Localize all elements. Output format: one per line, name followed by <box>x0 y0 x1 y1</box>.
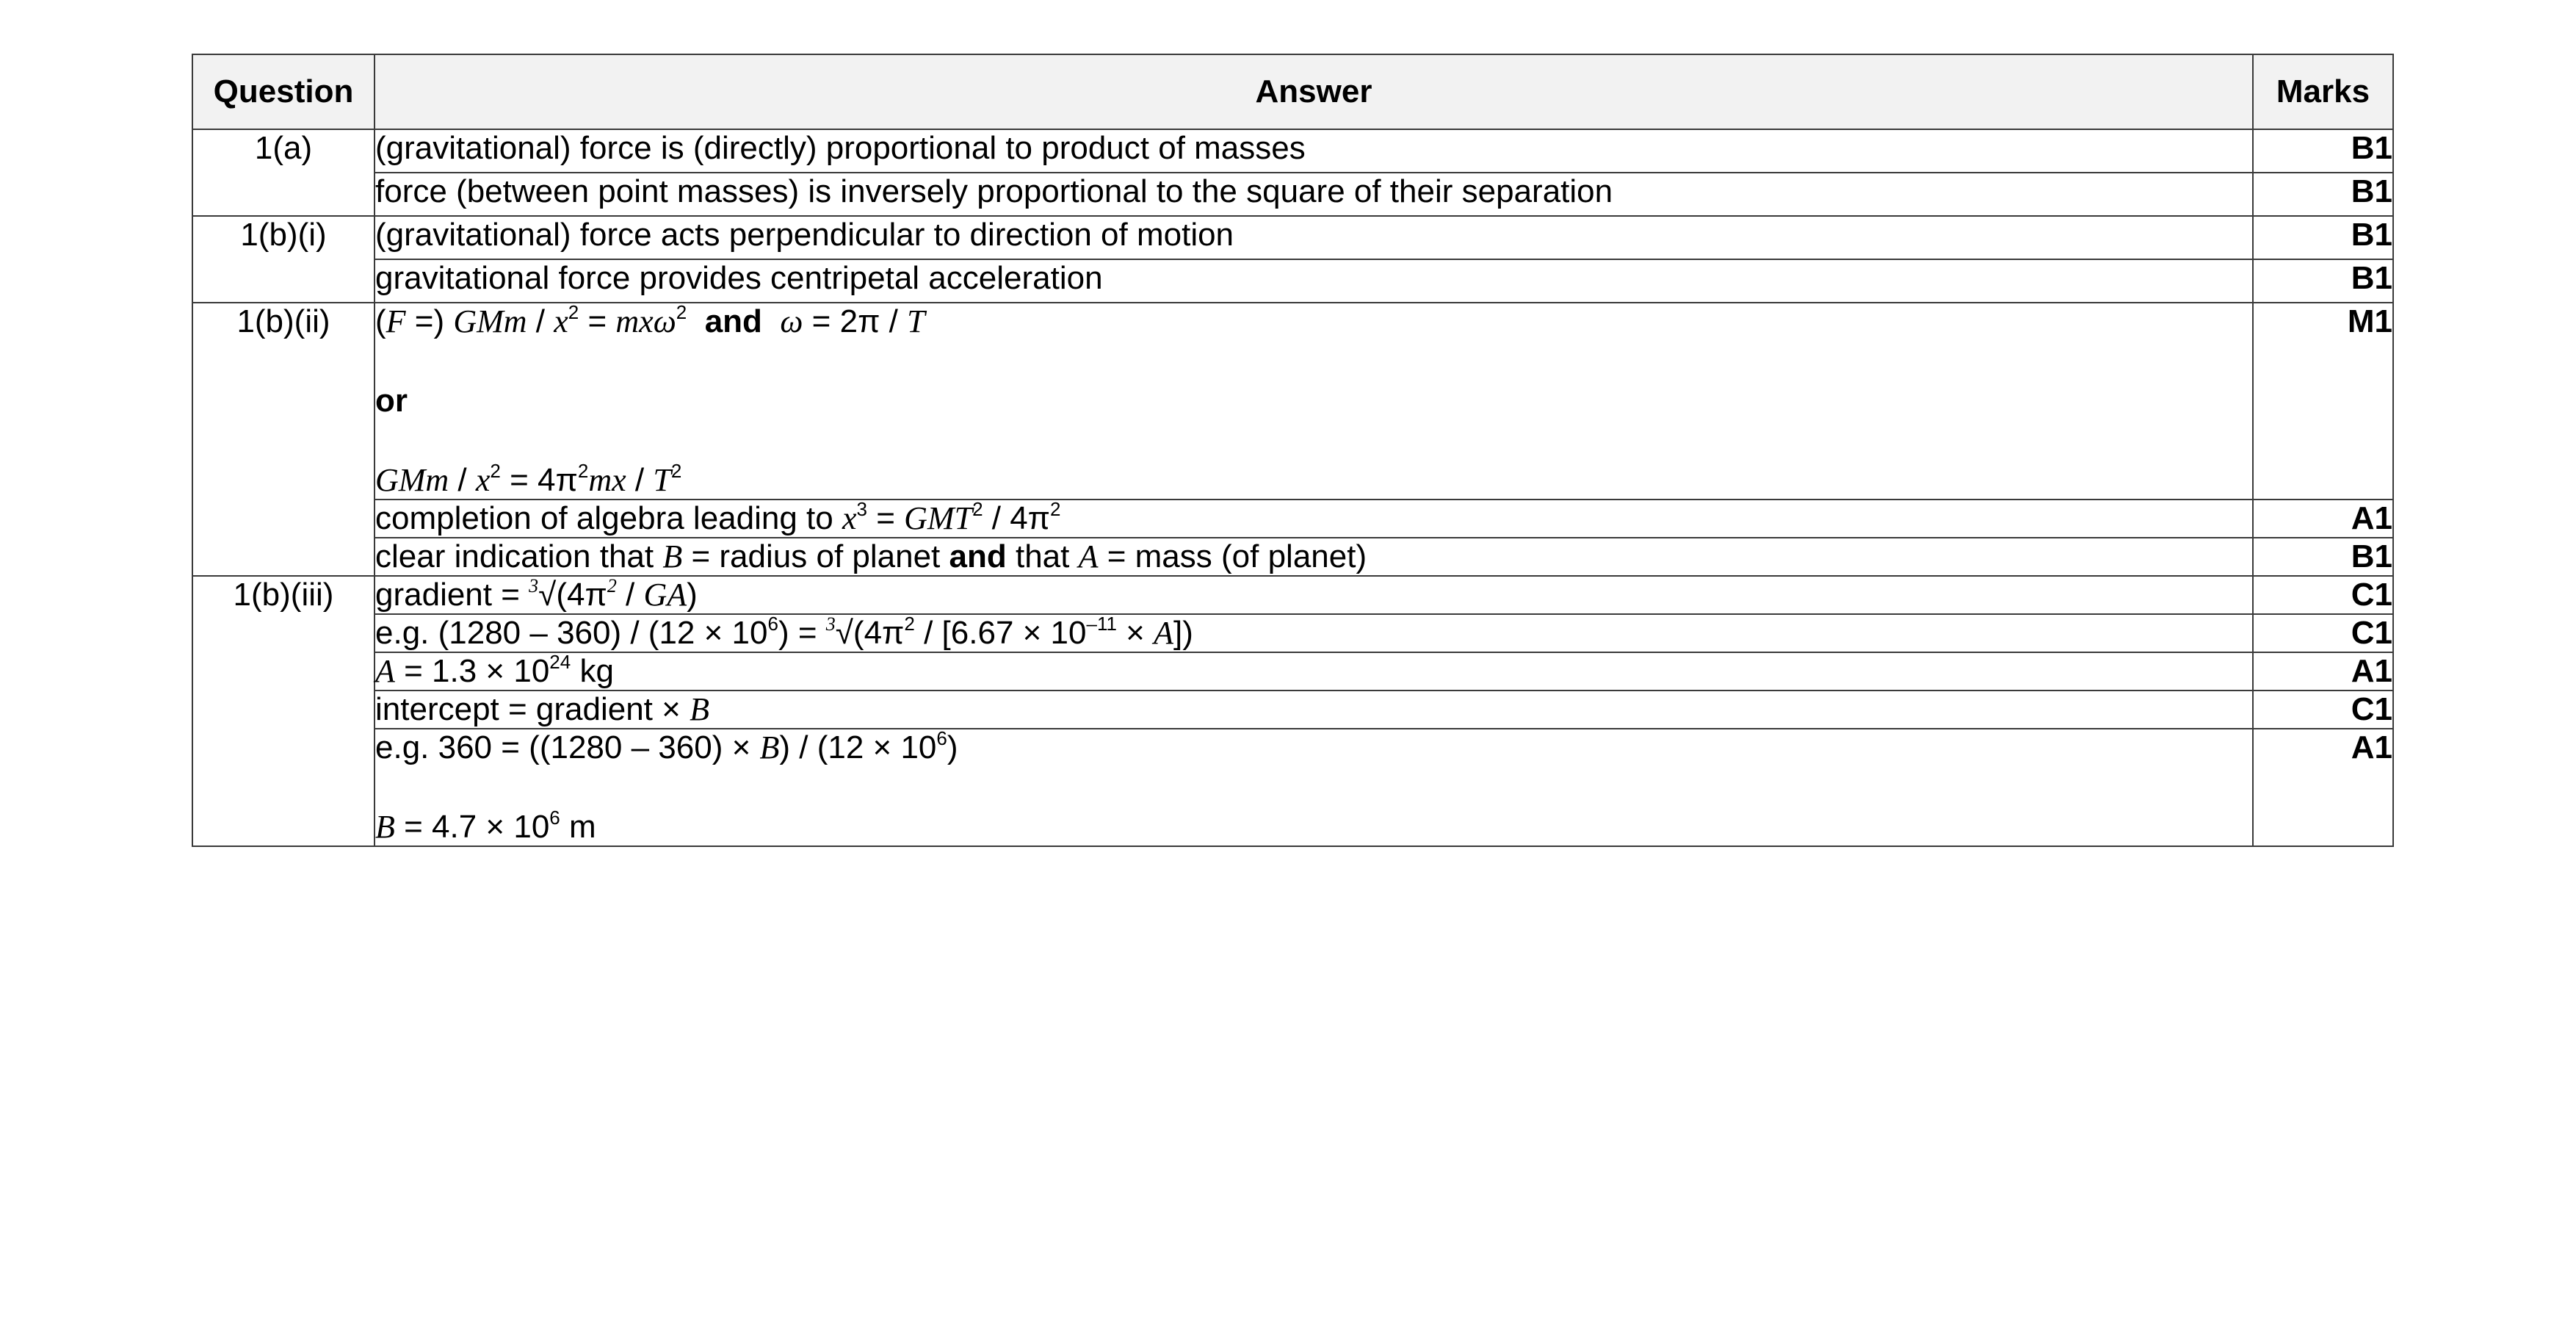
answer-cell: (gravitational) force is (directly) proportional to product of masses <box>375 129 2253 173</box>
marks-cell: C1 <box>2253 576 2393 614</box>
table-row <box>192 303 2393 500</box>
marks-cell: B1 <box>2253 538 2393 576</box>
table-row <box>192 691 2393 729</box>
result-line: $B = 4.7 \times 10^6$ m <box>375 807 596 845</box>
answer-header: Answer <box>375 54 2253 129</box>
answer-cell: intercept = gradient × B <box>375 691 2253 729</box>
answer-cell <box>375 729 2253 846</box>
marks-cell: B1 <box>2253 259 2393 303</box>
equation-line: (F =) GMm / $x^2 = mx\omega^2$ and ω = 2π / T <box>375 301 925 339</box>
marks-cell: A1 <box>2253 500 2393 538</box>
table-row <box>192 576 2393 614</box>
table-row <box>192 614 2393 652</box>
answer-cell: e.g. $(1280 - 360) / (12 \times 10^6) = ^3√(4\pi^2 / [6.67 \times 10^{-11} \times A])$ <box>375 614 2253 652</box>
answer-cell: gravitational force provides centripetal acceleration <box>375 259 2253 303</box>
marks-cell: M1 <box>2253 303 2393 500</box>
marks-cell: B1 <box>2253 216 2393 259</box>
answer-cell: force (between point masses) is inversely proportional to the square of their separation <box>375 173 2253 216</box>
equation-line: GMm / $x^2 = 4\pi^2mx / T^2$ <box>375 460 682 498</box>
table-row <box>192 129 2393 173</box>
or-text: or <box>375 383 408 419</box>
answer-cell: $A = 1.3 \times 10^{24}$ kg <box>375 652 2253 691</box>
mark-scheme-table <box>192 54 2394 847</box>
question-header: Question <box>192 54 375 129</box>
marks-cell: B1 <box>2253 129 2393 173</box>
table-row <box>192 259 2393 303</box>
table-row <box>192 652 2393 691</box>
answer-cell: clear indication that B = radius of planet and that A = mass (of planet) <box>375 538 2253 576</box>
table-row <box>192 538 2393 576</box>
table-row <box>192 216 2393 259</box>
marks-cell: A1 <box>2253 729 2393 846</box>
table-row <box>192 173 2393 216</box>
answer-cell <box>375 303 2253 500</box>
marks-header: Marks <box>2253 54 2393 129</box>
marks-cell: B1 <box>2253 173 2393 216</box>
marks-cell: C1 <box>2253 614 2393 652</box>
answer-cell: gradient = $^3√(4\pi^2 / GA)$ <box>375 576 2253 614</box>
marks-cell: A1 <box>2253 652 2393 691</box>
question-cell: 1(b)(i) <box>192 216 375 303</box>
answer-cell: completion of algebra leading to $x^3 = GMT^2 / 4\pi^2$ <box>375 500 2253 538</box>
table-row <box>192 729 2393 846</box>
answer-cell: (gravitational) force acts perpendicular to direction of motion <box>375 216 2253 259</box>
question-cell: 1(b)(ii) <box>192 303 375 576</box>
table-row <box>192 500 2393 538</box>
question-cell: 1(a) <box>192 129 375 216</box>
working-line: e.g. $360 = ((1280 - 360) \times B) / (12 \times 10^6)$ <box>375 727 958 765</box>
header-row <box>192 54 2393 129</box>
and-text: and <box>704 303 762 339</box>
question-cell: 1(b)(iii) <box>192 576 375 846</box>
marks-cell: C1 <box>2253 691 2393 729</box>
